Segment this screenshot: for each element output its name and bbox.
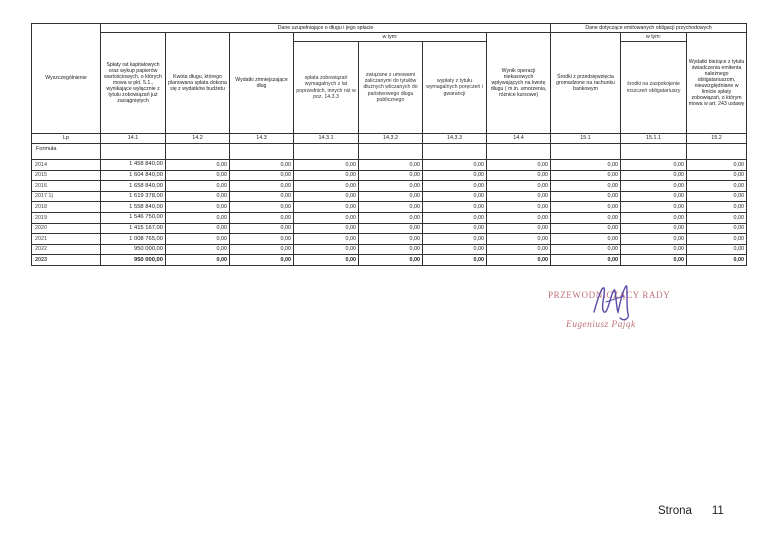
value-cell: 0,00 [487,255,551,266]
value-cell: 0,00 [621,255,687,266]
value-cell: 0,00 [359,234,423,245]
value-cell: 0,00 [294,191,359,202]
value-cell: 0,00 [621,191,687,202]
table-row [32,244,747,255]
col-header-14-2: Kwota długu, którego planowana spłata dokona się z wydatków budżetu [166,33,230,134]
value-cell: 0,00 [551,244,621,255]
lp-row [32,134,747,144]
value-cell: 0,00 [687,244,747,255]
value-cell: 0,00 [487,160,551,171]
table-row [32,234,747,245]
debt-data-table [31,23,747,266]
value-cell: 0,00 [687,181,747,192]
value-cell: 0,00 [423,212,487,223]
value-cell: 0,00 [687,202,747,213]
value-cell: 0,00 [294,255,359,266]
value-cell: 0,00 [230,202,294,213]
year-cell: 2015 [32,170,101,181]
value-cell: 0,00 [166,160,230,171]
value-cell: 0,00 [230,244,294,255]
value-cell: 1 008 765,00 [101,234,166,245]
lp-code: 14.3.1 [294,134,359,144]
value-cell: 0,00 [487,234,551,245]
year-cell: 2021 [32,234,101,245]
value-cell: 0,00 [423,244,487,255]
value-cell: 0,00 [359,202,423,213]
col-header-14-3-1: spłata zobowiązań wymagalnych z lat poprzednich, innych niż w poz. 14.3.3 [294,42,359,134]
year-cell: 2014 [32,160,101,171]
value-cell: 0,00 [166,181,230,192]
value-cell: 0,00 [294,234,359,245]
page-label: Strona [658,505,692,517]
value-cell: 0,00 [230,191,294,202]
value-cell: 0,00 [621,181,687,192]
col-header-15-1-1: środki na zaspokojenie roszczeń obligatariuszy [621,42,687,134]
group-header-debt: Dane uzupełniające o długu i jego spłacie [101,24,551,33]
col-header-14-3-3: wypłaty z tytułu wymagalnych poręczeń i gwarancji [423,42,487,134]
value-cell: 0,00 [230,212,294,223]
value-cell: 950 000,00 [101,244,166,255]
value-cell: 0,00 [166,170,230,181]
value-cell: 0,00 [487,244,551,255]
value-cell: 0,00 [551,181,621,192]
value-cell: 1 558 840,00 [101,202,166,213]
lp-code: 15.1 [551,134,621,144]
value-cell: 0,00 [487,181,551,192]
value-cell: 0,00 [423,181,487,192]
year-cell: 2016 [32,181,101,192]
lp-code: 15.2 [687,134,747,144]
page-number [658,505,724,517]
row-label-header: Wyszczególnienie [32,24,101,134]
lp-code: 14.1 [101,134,166,144]
value-cell: 0,00 [551,170,621,181]
value-cell: 0,00 [551,191,621,202]
value-cell: 0,00 [359,212,423,223]
value-cell: 0,00 [487,212,551,223]
value-cell: 0,00 [294,244,359,255]
value-cell: 0,00 [423,234,487,245]
value-cell: 0,00 [551,234,621,245]
value-cell: 0,00 [294,170,359,181]
value-cell: 0,00 [551,160,621,171]
value-cell: 0,00 [359,191,423,202]
value-cell: 0,00 [166,202,230,213]
group-header-bonds: Dane dotyczące emitowanych obligacji przychodowych [551,24,747,33]
col-header-14-4: Wynik operacji niekasowych wpływających na kwotę długu ( m.in. umorzenia, różnice kursowe) [487,33,551,134]
value-cell: 0,00 [359,244,423,255]
value-cell: 0,00 [551,212,621,223]
value-cell: 0,00 [621,202,687,213]
value-cell: 0,00 [687,255,747,266]
value-cell: 0,00 [621,212,687,223]
value-cell: 0,00 [487,191,551,202]
value-cell: 0,00 [230,234,294,245]
formula-label: Formuła [32,144,101,160]
year-cell: 2022 [32,244,101,255]
value-cell: 0,00 [621,234,687,245]
value-cell: 1 458 840,00 [101,160,166,171]
value-cell: 1 619 378,00 [101,191,166,202]
value-cell: 0,00 [551,202,621,213]
value-cell: 0,00 [687,191,747,202]
value-cell: 0,00 [166,212,230,223]
value-cell: 0,00 [551,223,621,234]
value-cell: 0,00 [423,160,487,171]
value-cell: 0,00 [551,255,621,266]
col-header-14-3-2: związane z umowami zaliczanymi do tytułów dłużnych wliczanych do państwowego długu publicznego [359,42,423,134]
value-cell: 0,00 [621,170,687,181]
value-cell: 0,00 [621,244,687,255]
value-cell: 0,00 [294,160,359,171]
value-cell: 0,00 [487,223,551,234]
council-chair-stamp [548,290,678,350]
table-row [32,160,747,171]
value-cell: 0,00 [359,223,423,234]
value-cell: 0,00 [230,160,294,171]
value-cell: 0,00 [423,255,487,266]
col-header-15-2: Wydatki bieżące z tytułu świadczenia emitenta należnego obligatariuszom, nieuwzględniane w limicie spłaty zobowiązań, o którym mowa w art. 243 ustawy [687,33,747,134]
value-cell: 0,00 [294,223,359,234]
lp-label: Lp [32,134,101,144]
subgroup-header-wtym-debt: w tym: [294,33,487,42]
value-cell: 0,00 [487,202,551,213]
value-cell: 0,00 [423,202,487,213]
value-cell: 0,00 [687,223,747,234]
value-cell: 0,00 [294,212,359,223]
value-cell: 0,00 [359,181,423,192]
value-cell: 0,00 [687,234,747,245]
value-cell: 0,00 [359,170,423,181]
value-cell: 0,00 [294,202,359,213]
value-cell: 0,00 [621,223,687,234]
year-cell: 2018 [32,202,101,213]
lp-code: 14.3.3 [423,134,487,144]
value-cell: 0,00 [166,191,230,202]
value-cell: 1 415 167,00 [101,223,166,234]
value-cell: 0,00 [687,170,747,181]
value-cell: 1 546 750,00 [101,212,166,223]
signature-icon [588,278,648,326]
stamp-title: PRZEWODNICZĄCY RADY [548,290,671,300]
table-row [32,223,747,234]
table-row [32,170,747,181]
stamp-name: Eugeniusz Pająk [566,320,636,330]
year-cell: 2023 [32,255,101,266]
page-number-value: 11 [711,505,724,517]
year-cell: 2017 1) [32,191,101,202]
value-cell: 0,00 [487,170,551,181]
value-cell: 0,00 [230,170,294,181]
value-cell: 950 000,00 [101,255,166,266]
col-header-15-1: Środki z przedsięwzięcia gromadzone na rachunku bankowym [551,33,621,134]
lp-code: 14.3 [230,134,294,144]
value-cell: 0,00 [166,223,230,234]
table-row [32,212,747,223]
value-cell: 0,00 [687,160,747,171]
table-row [32,255,747,266]
value-cell: 0,00 [294,181,359,192]
value-cell: 1 604 840,00 [101,170,166,181]
value-cell: 0,00 [166,255,230,266]
col-header-14-1: Spłaty rat kapitałowych oraz wykup papierów wartościowych, o których mowa w pkt. 5.1., wynikające wyłącznie z tytułu zobowiązań już zaciągniętych [101,33,166,134]
value-cell: 0,00 [423,223,487,234]
value-cell: 0,00 [166,244,230,255]
lp-code: 15.1.1 [621,134,687,144]
value-cell: 0,00 [230,255,294,266]
value-cell: 1 658 840,00 [101,181,166,192]
value-cell: 0,00 [230,223,294,234]
value-cell: 0,00 [230,181,294,192]
value-cell: 0,00 [359,255,423,266]
value-cell: 0,00 [621,160,687,171]
lp-code: 14.3.2 [359,134,423,144]
value-cell: 0,00 [423,191,487,202]
col-header-14-3: Wydatki zmniejszające dług [230,33,294,134]
value-cell: 0,00 [359,160,423,171]
lp-code: 14.2 [166,134,230,144]
value-cell: 0,00 [423,170,487,181]
lp-code: 14.4 [487,134,551,144]
value-cell: 0,00 [166,234,230,245]
year-cell: 2020 [32,223,101,234]
year-rows [32,160,747,266]
value-cell: 0,00 [687,212,747,223]
year-cell: 2019 [32,212,101,223]
table-row [32,202,747,213]
subgroup-header-wtym-bonds: w tym: [621,33,687,42]
table-row [32,181,747,192]
table-row [32,191,747,202]
formula-row [32,144,747,160]
